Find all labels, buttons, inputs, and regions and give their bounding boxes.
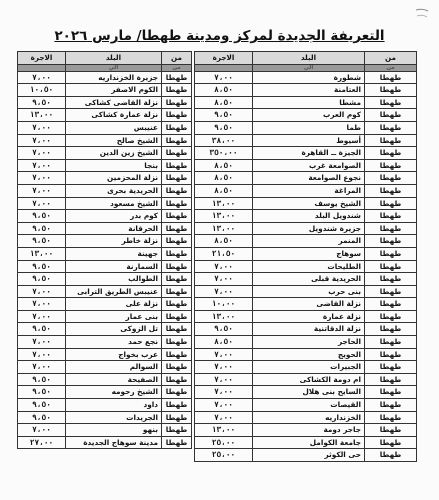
table-row <box>195 159 417 172</box>
cell-from: طهطا <box>162 424 192 437</box>
cell-destination: الحاجر <box>253 336 365 349</box>
cell-destination: بنى حرب <box>253 285 365 298</box>
subheader-from: من <box>365 64 417 71</box>
cell-destination: الصفيحة <box>66 373 162 386</box>
cell-destination: نجع حمد <box>66 336 162 349</box>
table-row <box>195 436 417 449</box>
cell-from: طهطا <box>162 285 192 298</box>
table-row <box>195 386 417 399</box>
cell-destination: كوم العرب <box>253 109 365 122</box>
cell-destination: بنهو <box>66 424 162 437</box>
table-row <box>18 373 192 386</box>
cell-destination: مشطا <box>253 96 365 109</box>
table-subheader-row <box>195 64 417 71</box>
table-row <box>18 361 192 374</box>
cell-destination: نزلة عمارة <box>253 310 365 323</box>
table-row <box>18 96 192 109</box>
table-row <box>195 121 417 134</box>
cell-destination: شندويل البلد <box>253 210 365 223</box>
cell-from: طهطا <box>162 260 192 273</box>
cell-from: طهطا <box>162 172 192 185</box>
cell-from: طهطا <box>365 96 417 109</box>
cell-fare: ٧،٠٠ <box>18 197 66 210</box>
cell-destination: جامعة الكوامل <box>253 436 365 449</box>
cell-destination: الشيخ مسعود <box>66 197 162 210</box>
cell-destination: نزلة القاضى <box>253 298 365 311</box>
cell-from: طهطا <box>365 210 417 223</box>
table-row <box>195 71 417 84</box>
cell-fare: ٧،٠٠ <box>195 285 253 298</box>
cell-destination: الشيخ يوسف <box>253 197 365 210</box>
cell-from: طهطا <box>162 310 192 323</box>
cell-destination: بنى عمار <box>66 310 162 323</box>
table-row <box>18 310 192 323</box>
cell-from: طهطا <box>365 285 417 298</box>
cell-destination: داود <box>66 399 162 412</box>
cell-destination: الحرقانة <box>66 222 162 235</box>
table-row <box>195 373 417 386</box>
cell-from: طهطا <box>365 310 417 323</box>
cell-fare: ٧،٠٠ <box>18 361 66 374</box>
table-row <box>18 336 192 349</box>
table-row <box>18 411 192 424</box>
table-row <box>195 260 417 273</box>
subheader-fare <box>195 64 253 71</box>
cell-destination: حى الكوثر <box>253 449 365 462</box>
cell-fare: ٧،٠٠ <box>18 71 66 84</box>
table-row <box>195 235 417 248</box>
table-row <box>195 348 417 361</box>
cell-from: طهطا <box>365 184 417 197</box>
cell-fare: ٧،٠٠ <box>18 348 66 361</box>
cell-fare: ٩،٥٠ <box>18 260 66 273</box>
cell-destination: طما <box>253 121 365 134</box>
table-row <box>195 298 417 311</box>
cell-from: طهطا <box>162 361 192 374</box>
cell-from: طهطا <box>162 436 192 449</box>
table-row <box>195 449 417 462</box>
table-row <box>18 134 192 147</box>
table-row <box>18 109 192 122</box>
cell-from: طهطا <box>365 449 417 462</box>
table-row <box>18 147 192 160</box>
cell-fare: ٢١،٥٠ <box>195 247 253 260</box>
cell-fare: ٩،٥٠ <box>195 109 253 122</box>
cell-from: طهطا <box>365 147 417 160</box>
header-to: البلد <box>66 52 162 65</box>
cell-fare: ٨،٥٠ <box>195 159 253 172</box>
table-row <box>195 424 417 437</box>
cell-fare: ١٣،٠٠ <box>18 109 66 122</box>
table-row <box>195 361 417 374</box>
table-row <box>195 247 417 260</box>
table-header-row <box>195 52 417 65</box>
cell-from: طهطا <box>365 134 417 147</box>
cell-destination: سوهاج <box>253 247 365 260</box>
cell-fare: ١٣،٠٠ <box>195 424 253 437</box>
cell-fare: ١٣،٠٠ <box>195 210 253 223</box>
cell-fare: ٢٧،٠٠ <box>18 436 66 449</box>
cell-fare: ٩،٥٠ <box>18 222 66 235</box>
cell-fare: ٧،٠٠ <box>18 310 66 323</box>
cell-destination: نزلة على <box>66 298 162 311</box>
cell-fare: ٢٥،٠٠ <box>195 449 253 462</box>
cell-fare: ٧،٠٠ <box>18 134 66 147</box>
table-header-row <box>18 52 192 65</box>
page-title: التعريفة الجديدة لمركز ومدينة طهطا/ مارس ٢٠٢٦ <box>54 28 385 44</box>
cell-destination: الخزنداريه <box>253 411 365 424</box>
cell-fare: ٧،٠٠ <box>18 184 66 197</box>
cell-from: طهطا <box>162 134 192 147</box>
cell-fare: ٧،٠٠ <box>195 399 253 412</box>
cell-destination: عنيبس <box>66 121 162 134</box>
cell-from: طهطا <box>365 84 417 97</box>
cell-destination: الجبيرات <box>253 361 365 374</box>
cell-from: طهطا <box>162 109 192 122</box>
table-row <box>18 172 192 185</box>
cell-destination: الجيزة ــ القاهرة <box>253 147 365 160</box>
cell-fare: ٧،٠٠ <box>195 348 253 361</box>
cell-from: طهطا <box>365 235 417 248</box>
table-row <box>195 222 417 235</box>
table-row <box>195 336 417 349</box>
cell-from: طهطا <box>162 184 192 197</box>
table-row <box>18 285 192 298</box>
cell-from: طهطا <box>162 399 192 412</box>
cell-fare: ٨،٥٠ <box>195 184 253 197</box>
cell-from: طهطا <box>162 411 192 424</box>
cell-from: طهطا <box>162 386 192 399</box>
table-row <box>18 260 192 273</box>
cell-destination: أسيوط <box>253 134 365 147</box>
header-from: من <box>365 52 417 65</box>
cell-destination: جاجر دومة <box>253 424 365 437</box>
cell-fare: ٧،٠٠ <box>18 147 66 160</box>
cell-fare: ٧،٠٠ <box>195 361 253 374</box>
table-row <box>18 273 192 286</box>
cell-fare: ١٠،٠٠ <box>195 298 253 311</box>
table-row <box>195 285 417 298</box>
cell-from: طهطا <box>162 222 192 235</box>
subheader-from: من <box>162 64 192 71</box>
cell-destination: تل الزوكى <box>66 323 162 336</box>
cell-fare: ٨،٥٠ <box>195 84 253 97</box>
cell-fare: ٨،٥٠ <box>195 235 253 248</box>
cell-destination: القيصات <box>253 399 365 412</box>
cell-fare: ١٣،٠٠ <box>195 310 253 323</box>
cell-destination: الطوالب <box>66 273 162 286</box>
cell-from: طهطا <box>162 298 192 311</box>
cell-destination: نزلة خاطر <box>66 235 162 248</box>
cell-from: طهطا <box>162 84 192 97</box>
cell-destination: الحريدية قبلى <box>253 273 365 286</box>
cell-destination: نزلة القاضى كشاكى <box>66 96 162 109</box>
cell-destination: السايح بنى هلال <box>253 386 365 399</box>
cell-destination: الحويج <box>253 348 365 361</box>
cell-fare: ٧،٠٠ <box>18 424 66 437</box>
cell-from: طهطا <box>162 71 192 84</box>
cell-from: طهطا <box>365 222 417 235</box>
cell-from: طهطا <box>162 273 192 286</box>
cell-fare: ٧،٠٠ <box>195 260 253 273</box>
cell-destination: المراغة <box>253 184 365 197</box>
cell-from: طهطا <box>365 260 417 273</box>
table-row <box>18 222 192 235</box>
cell-destination: الكوم الاصفر <box>66 84 162 97</box>
header-from: من <box>162 52 192 65</box>
cell-from: طهطا <box>365 373 417 386</box>
cell-from: طهطا <box>162 197 192 210</box>
cell-fare: ٨،٥٠ <box>195 96 253 109</box>
cell-fare: ٧،٠٠ <box>18 172 66 185</box>
cell-destination: جهينة <box>66 247 162 260</box>
cell-from: طهطا <box>365 109 417 122</box>
header-fare: الاجرة <box>195 52 253 65</box>
cell-from: طهطا <box>365 159 417 172</box>
cell-from: طهطا <box>365 121 417 134</box>
cell-from: طهطا <box>365 172 417 185</box>
cell-fare: ٩،٥٠ <box>18 273 66 286</box>
table-row <box>18 235 192 248</box>
cell-destination: نزلة عمارة كشاكى <box>66 109 162 122</box>
table-row <box>195 172 417 185</box>
cell-fare: ٧،٠٠ <box>18 159 66 172</box>
subheader-fare <box>18 64 66 71</box>
cell-fare: ٩،٥٠ <box>18 323 66 336</box>
cell-fare: ٩،٥٠ <box>18 411 66 424</box>
table-row <box>195 273 417 286</box>
table-row <box>18 298 192 311</box>
cell-from: طهطا <box>162 235 192 248</box>
cell-from: طهطا <box>162 96 192 109</box>
cell-from: طهطا <box>162 348 192 361</box>
cell-fare: ٩،٥٠ <box>18 373 66 386</box>
table-row <box>195 210 417 223</box>
cell-from: طهطا <box>162 247 192 260</box>
table-row <box>195 109 417 122</box>
cell-destination: المنمر <box>253 235 365 248</box>
cell-from: طهطا <box>162 147 192 160</box>
cell-destination: نزلة الدقاتنية <box>253 323 365 336</box>
cell-destination: الشيخ صالح <box>66 134 162 147</box>
table-row <box>18 210 192 223</box>
cell-from: طهطا <box>162 323 192 336</box>
cell-from: طهطا <box>365 273 417 286</box>
cell-from: طهطا <box>162 373 192 386</box>
cell-fare: ٧،٠٠ <box>18 121 66 134</box>
cell-destination: شطورة <box>253 71 365 84</box>
table-row <box>18 424 192 437</box>
cell-from: طهطا <box>162 121 192 134</box>
cell-fare: ١٠،٥٠ <box>18 84 66 97</box>
cell-from: طهطا <box>162 210 192 223</box>
table-row <box>195 147 417 160</box>
cell-destination: السمارنة <box>66 260 162 273</box>
cell-from: طهطا <box>365 361 417 374</box>
cell-fare: ٧،٠٠ <box>18 298 66 311</box>
cell-fare: ١٣،٠٠ <box>195 222 253 235</box>
cell-fare: ٩،٥٠ <box>18 235 66 248</box>
cell-fare: ٩،٥٠ <box>195 121 253 134</box>
cell-from: طهطا <box>365 411 417 424</box>
cell-from: طهطا <box>365 399 417 412</box>
staple-mark-icon <box>414 6 430 20</box>
cell-destination: جزيرة الخزنداريه <box>66 71 162 84</box>
table-row <box>195 310 417 323</box>
cell-fare: ١٣،٠٠ <box>195 197 253 210</box>
cell-destination: الشيخ زين الدين <box>66 147 162 160</box>
cell-from: طهطا <box>365 298 417 311</box>
cell-fare: ٧،٠٠ <box>195 273 253 286</box>
cell-fare: ٧،٠٠ <box>195 411 253 424</box>
cell-destination: الصوامعة غرب <box>253 159 365 172</box>
cell-fare: ٩،٥٠ <box>18 399 66 412</box>
table-row <box>18 399 192 412</box>
table-row <box>18 197 192 210</box>
cell-destination: عرب بخواج <box>66 348 162 361</box>
table-row <box>18 71 192 84</box>
subheader-to: الي <box>253 64 365 71</box>
cell-fare: ٧،٠٠ <box>195 71 253 84</box>
table-row <box>18 121 192 134</box>
cell-from: طهطا <box>162 336 192 349</box>
table-row <box>18 84 192 97</box>
cell-destination: نجوع الصوامعة <box>253 172 365 185</box>
subheader-to: الي <box>66 64 162 71</box>
cell-fare: ٢٥،٠٠ <box>195 436 253 449</box>
cell-destination: مدينة سوهاج الجديدة <box>66 436 162 449</box>
fare-table-left <box>17 51 192 449</box>
cell-fare: ٨،٥٠ <box>195 172 253 185</box>
cell-fare: ٩،٥٠ <box>195 323 253 336</box>
table-row <box>195 323 417 336</box>
cell-destination: العتامنة <box>253 84 365 97</box>
cell-fare: ٩،٥٠ <box>18 210 66 223</box>
cell-destination: الجريدات <box>66 411 162 424</box>
fare-table-right <box>194 51 417 462</box>
table-subheader-row <box>18 64 192 71</box>
table-row <box>195 411 417 424</box>
cell-from: طهطا <box>365 197 417 210</box>
header-fare: الاجرة <box>18 52 66 65</box>
cell-destination: الطليحات <box>253 260 365 273</box>
table-row <box>195 84 417 97</box>
table-row <box>18 159 192 172</box>
cell-from: طهطا <box>365 323 417 336</box>
cell-fare: ٧،٠٠ <box>18 285 66 298</box>
cell-from: طهطا <box>162 159 192 172</box>
cell-destination: جزيرة شندويل <box>253 222 365 235</box>
cell-fare: ٩،٥٠ <box>18 96 66 109</box>
table-row <box>18 348 192 361</box>
cell-destination: نزلة المحزمين <box>66 172 162 185</box>
cell-from: طهطا <box>365 348 417 361</box>
table-row <box>195 197 417 210</box>
table-row <box>195 96 417 109</box>
cell-fare: ٣٥٠،٠٠ <box>195 147 253 160</box>
cell-destination: بنجا <box>66 159 162 172</box>
cell-fare: ٧،٠٠ <box>18 336 66 349</box>
cell-from: طهطا <box>365 386 417 399</box>
table-row <box>195 184 417 197</box>
cell-from: طهطا <box>365 71 417 84</box>
table-row <box>195 134 417 147</box>
cell-fare: ٧،٠٠ <box>195 373 253 386</box>
table-row <box>18 386 192 399</box>
cell-from: طهطا <box>365 436 417 449</box>
cell-destination: الحريدية بحرى <box>66 184 162 197</box>
table-row <box>18 247 192 260</box>
cell-fare: ١٣،٠٠ <box>18 247 66 260</box>
cell-destination: السوالم <box>66 361 162 374</box>
cell-from: طهطا <box>365 247 417 260</box>
cell-fare: ٧،٠٠ <box>195 386 253 399</box>
cell-destination: عنيبس الطريق الترابى <box>66 285 162 298</box>
cell-destination: ام دومة الكشاكى <box>253 373 365 386</box>
cell-from: طهطا <box>365 336 417 349</box>
cell-destination: كوم بدر <box>66 210 162 223</box>
cell-from: طهطا <box>365 424 417 437</box>
table-row <box>18 184 192 197</box>
table-row <box>195 399 417 412</box>
cell-fare: ٨،٥٠ <box>195 336 253 349</box>
cell-fare: ٣٨،٠٠ <box>195 134 253 147</box>
header-to: البلد <box>253 52 365 65</box>
table-row <box>18 436 192 449</box>
table-row <box>18 323 192 336</box>
cell-fare: ٩،٥٠ <box>18 386 66 399</box>
cell-destination: الشيخ رحومه <box>66 386 162 399</box>
